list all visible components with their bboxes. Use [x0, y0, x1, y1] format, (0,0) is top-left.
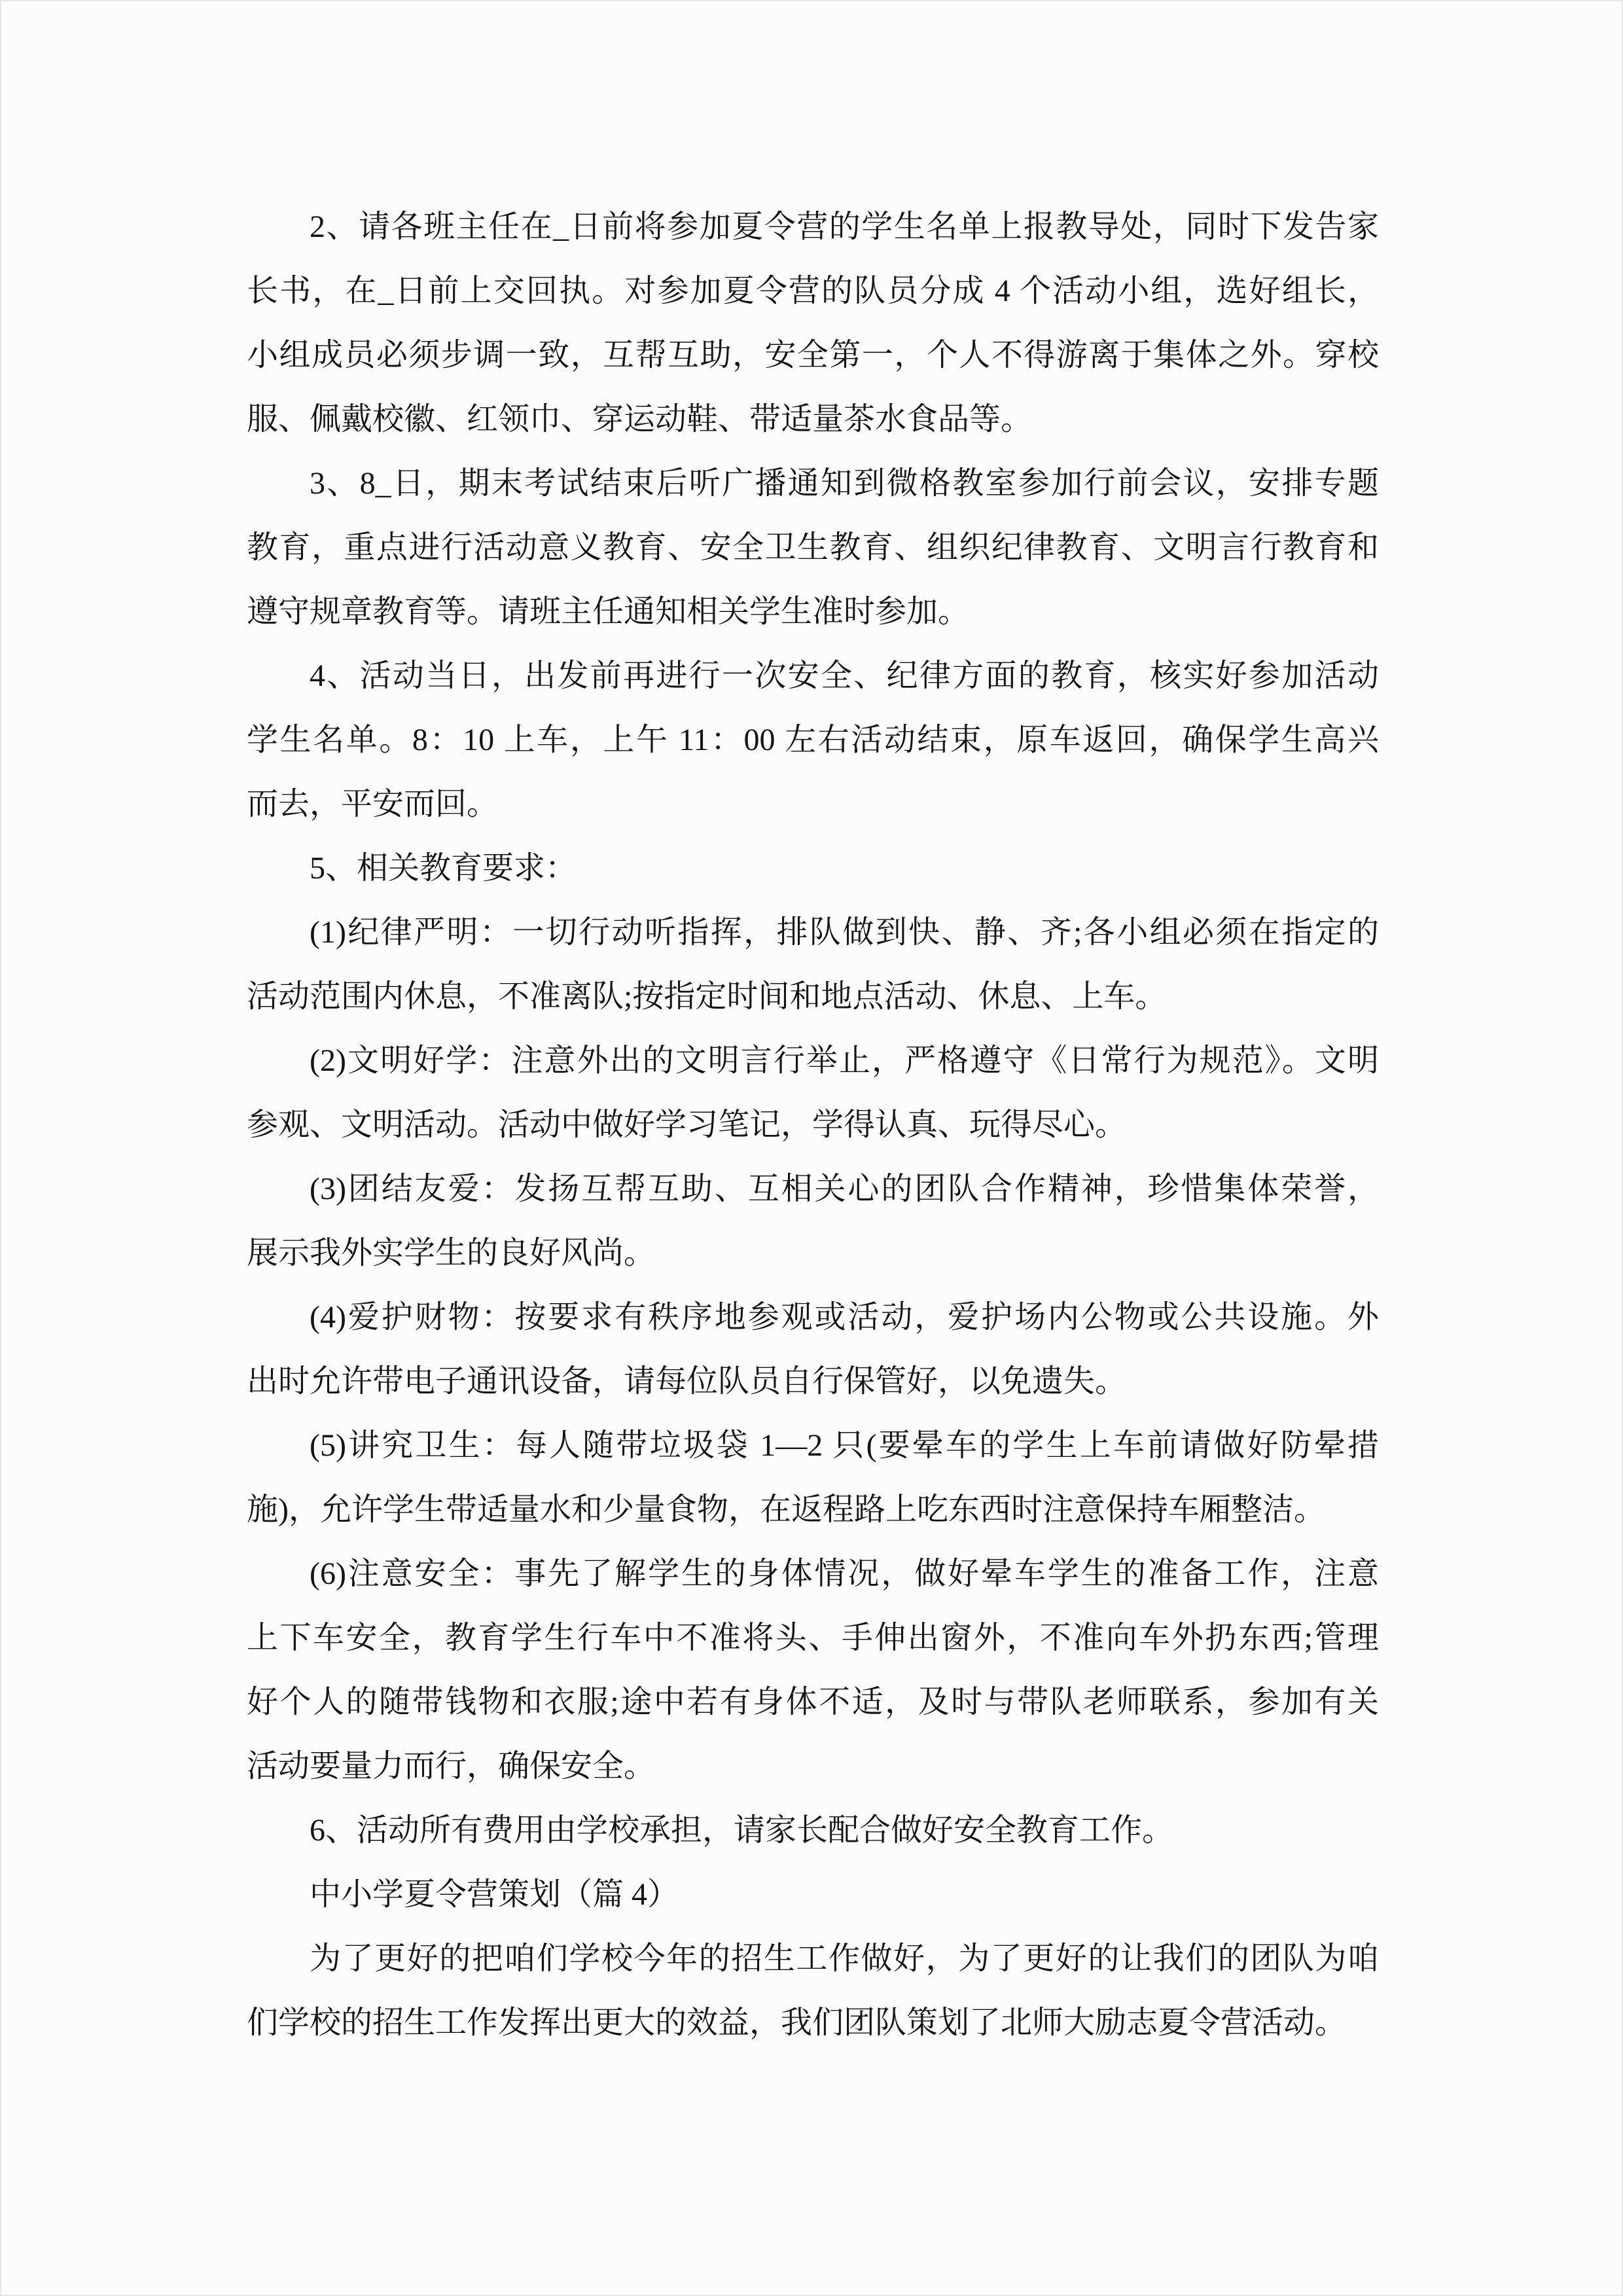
paragraph-notice-3	[247, 452, 1379, 644]
text-line: (2)文明好学：注意外出的文明言行举止，严格遵守《日常行为规范》。文明	[310, 1043, 1379, 1078]
text-line: 活动要量力而行，确保安全。	[247, 1749, 656, 1784]
text-line: 学生名单。8：10 上车，上午 11：00 左右活动结束，原车返回，确保学生高兴	[247, 723, 1379, 757]
text-line: 而去，平安而回。	[247, 787, 499, 821]
text-line: 施)，允许学生带适量水和少量食物，在返程路上吃东西时注意保持车厢整洁。	[247, 1492, 1325, 1527]
text-line: (1)纪律严明：一切行动听指挥，排队做到快、静、齐;各小组必须在指定的	[310, 915, 1379, 950]
text-line: 长书，在_日前上交回执。对参加夏令营的队员分成 4 个活动小组，选好组长，	[247, 274, 1379, 308]
text-line: 3、8_日，期末考试结束后听广播通知到微格教室参加行前会议，安排专题	[310, 466, 1379, 501]
section-title-part-4	[247, 1863, 1379, 1927]
text-line: 为了更好的把咱们学校今年的招生工作做好，为了更好的让我们的团队为咱	[310, 1941, 1379, 1976]
text-line: 5、相关教育要求：	[310, 851, 577, 886]
text-line: 遵守规章教育等。请班主任通知相关学生准时参加。	[247, 594, 970, 629]
text-line: 们学校的招生工作发挥出更大的效益，我们团队策划了北师大励志夏令营活动。	[247, 2005, 1347, 2040]
text-line: (3)团结友爱：发扬互帮互助、互相关心的团队合作精神，珍惜集体荣誉，	[310, 1172, 1379, 1206]
text-line: (6)注意安全：事先了解学生的身体情况，做好晕车学生的准备工作，注意	[310, 1556, 1379, 1591]
text-line: 6、活动所有费用由学校承担，请家长配合做好安全教育工作。	[310, 1813, 1174, 1848]
text-line: 中小学夏令营策划（篇 4）	[310, 1877, 679, 1912]
paragraph-rule-6	[247, 1542, 1379, 1799]
paragraph-part4-intro	[247, 1927, 1379, 2055]
text-block	[247, 195, 1379, 2055]
text-line: 4、活动当日，出发前再进行一次安全、纪律方面的教育，核实好参加活动	[310, 658, 1379, 693]
paragraph-notice-2	[247, 195, 1379, 452]
text-line: 2、请各班主任在_日前将参加夏令营的学生名单上报教导处，同时下发告家	[310, 209, 1379, 244]
paragraph-notice-6	[247, 1799, 1379, 1863]
paragraph-rule-5	[247, 1414, 1379, 1542]
text-line: 教育，重点进行活动意义教育、安全卫生教育、组织纪律教育、文明言行教育和	[247, 530, 1379, 565]
paragraph-notice-5	[247, 836, 1379, 901]
text-line: (4)爱护财物：按要求有秩序地参观或活动，爱护场内公物或公共设施。外	[310, 1300, 1379, 1335]
text-line: 小组成员必须步调一致，互帮互助，安全第一，个人不得游离于集体之外。穿校	[247, 338, 1379, 372]
paragraph-rule-1	[247, 901, 1379, 1029]
paragraph-rule-4	[247, 1285, 1379, 1414]
text-line: 好个人的随带钱物和衣服;途中若有身体不适，及时与带队老师联系，参加有关	[247, 1685, 1379, 1719]
text-line: 出时允许带电子通讯设备，请每位队员自行保管好，以免遗失。	[247, 1364, 1127, 1399]
text-line: 服、佩戴校徽、红领巾、穿运动鞋、带适量茶水食品等。	[247, 402, 1033, 437]
paragraph-rule-3	[247, 1157, 1379, 1285]
text-line: 上下车安全，教育学生行车中不准将头、手伸出窗外，不准向车外扔东西;管理	[247, 1621, 1379, 1655]
text-line: 参观、文明活动。活动中做好学习笔记，学得认真、玩得尽心。	[247, 1107, 1127, 1142]
paragraph-notice-4	[247, 644, 1379, 836]
text-line: (5)讲究卫生：每人随带垃圾袋 1—2 只(要晕车的学生上车前请做好防晕措	[310, 1428, 1379, 1463]
text-line: 展示我外实学生的良好风尚。	[247, 1236, 656, 1270]
text-line: 活动范围内休息，不准离队;按指定时间和地点活动、休息、上车。	[247, 979, 1167, 1014]
paragraph-rule-2	[247, 1029, 1379, 1157]
